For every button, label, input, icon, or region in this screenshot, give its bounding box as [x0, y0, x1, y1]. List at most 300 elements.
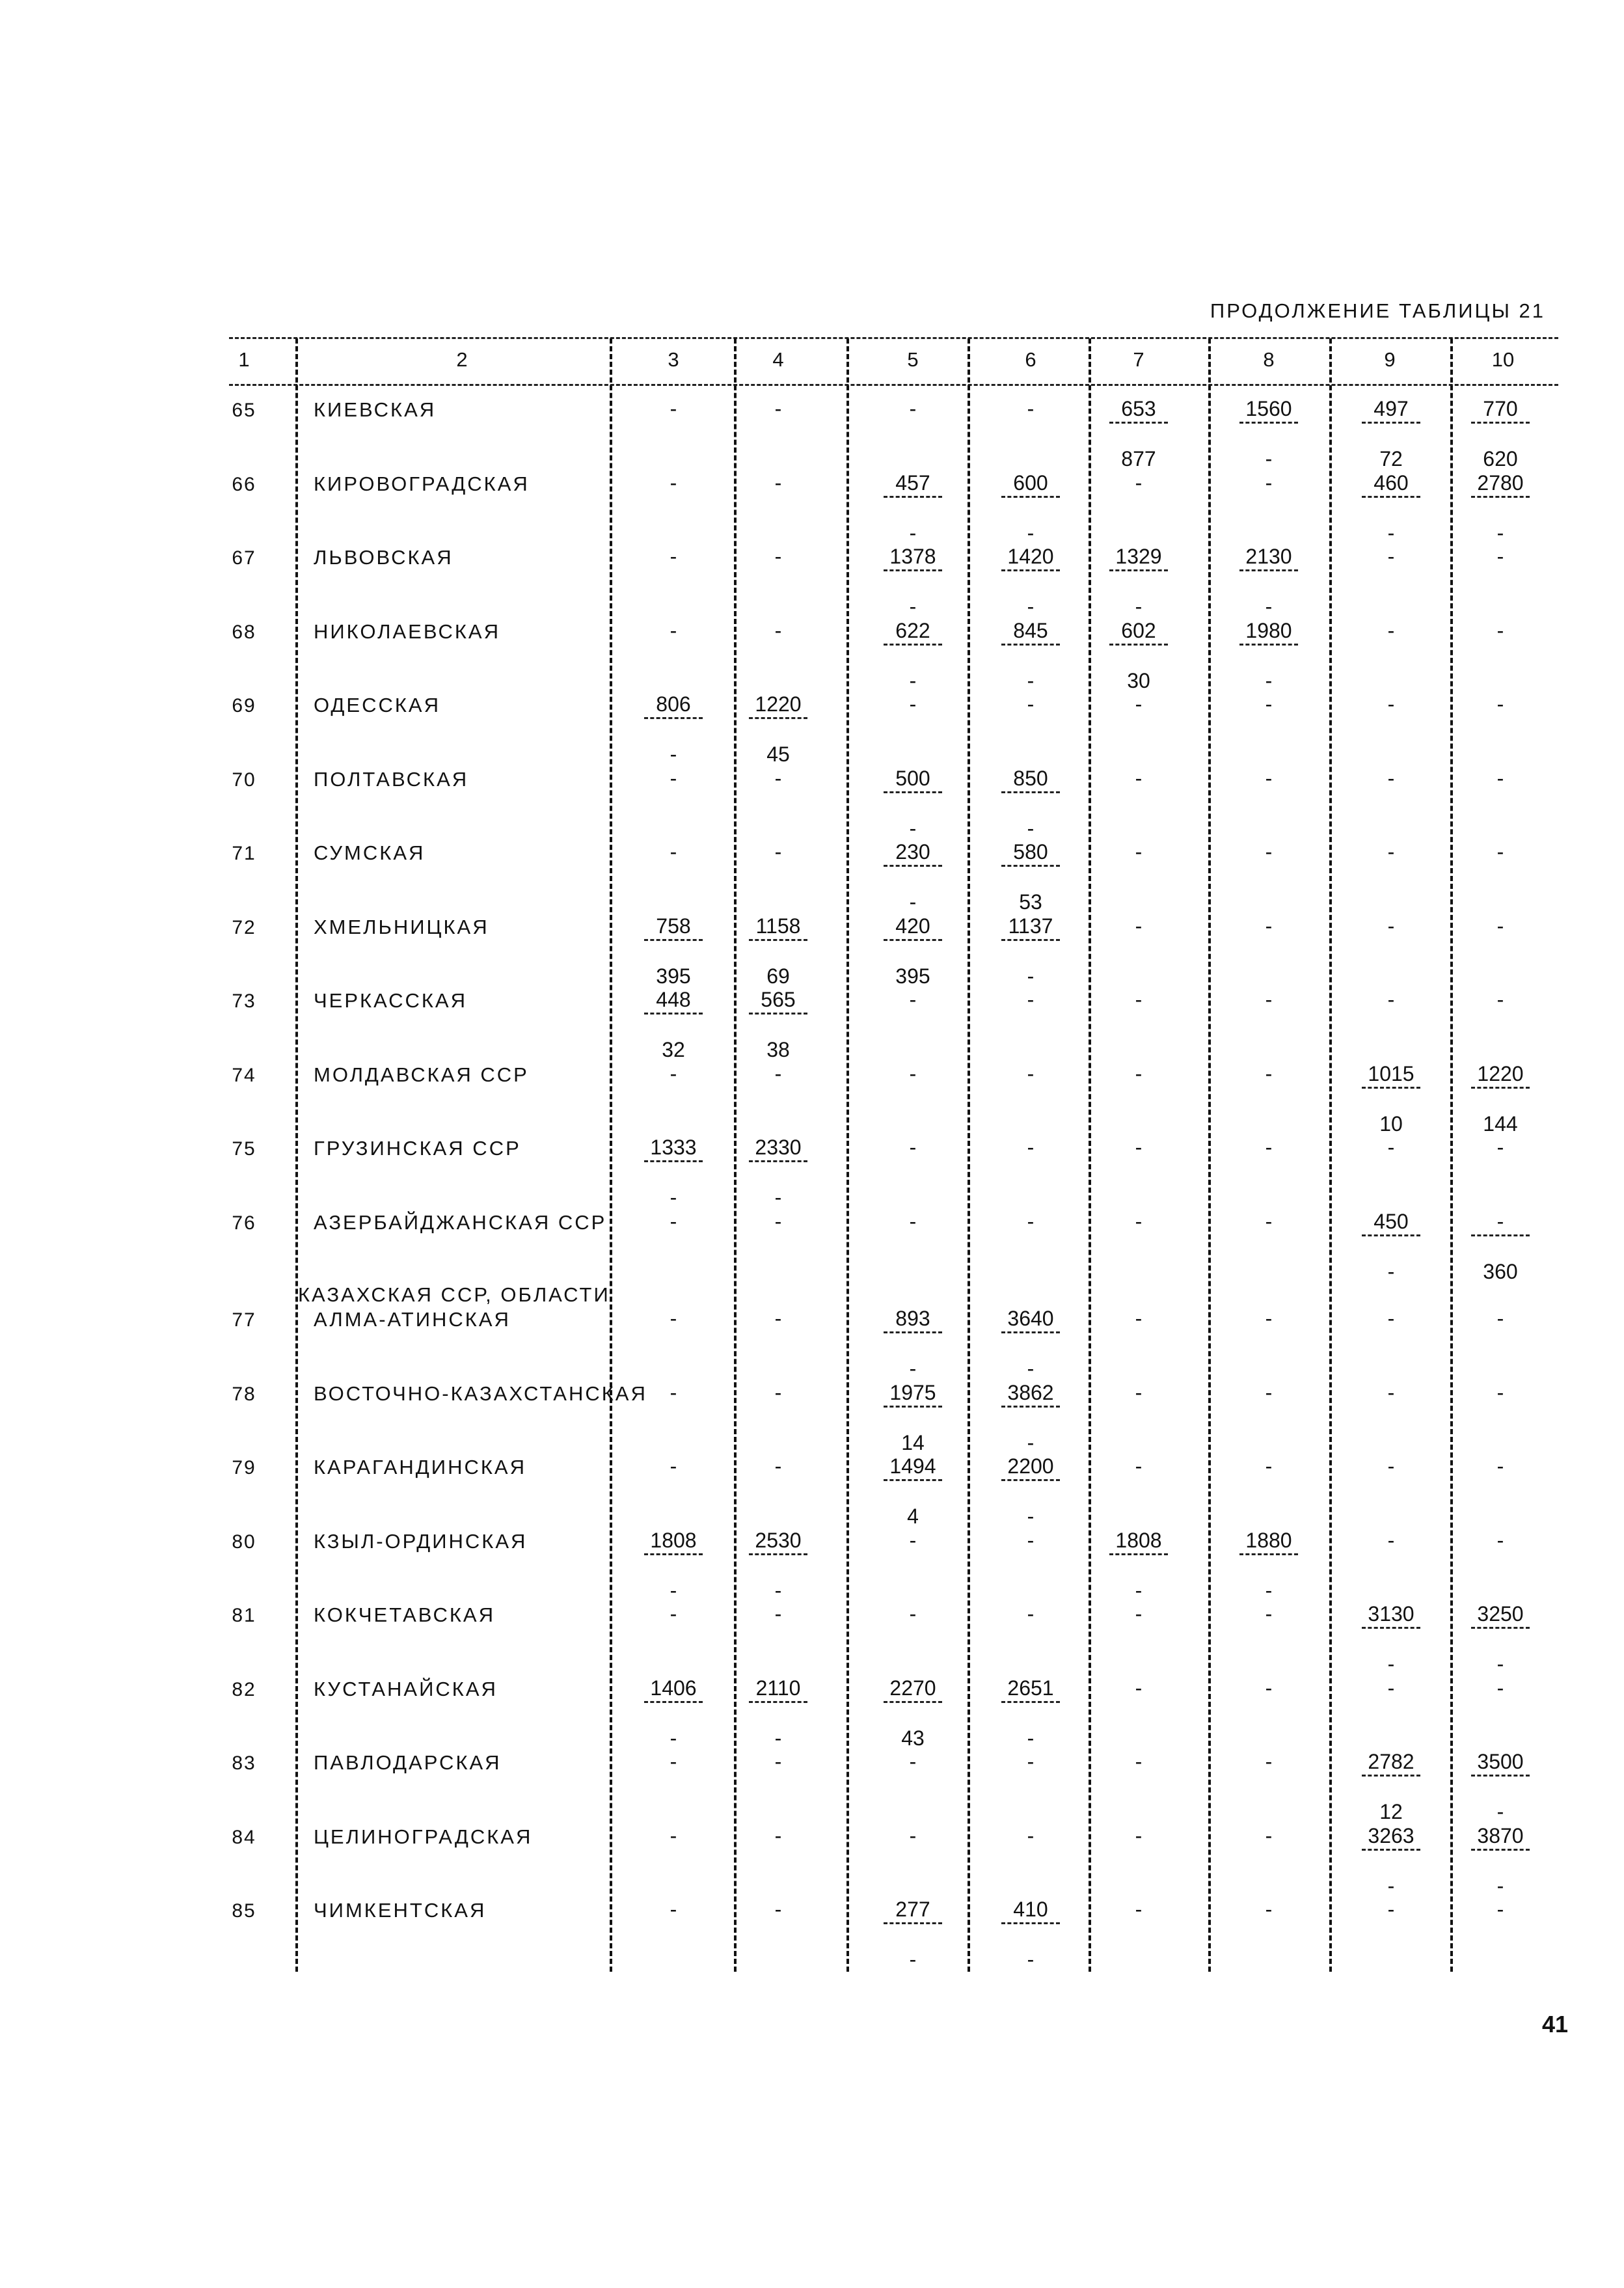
cell-value: -: [1265, 766, 1273, 790]
cell-value: -: [909, 692, 917, 716]
cell-value: -: [1496, 545, 1504, 568]
table-cell: [1220, 1529, 1318, 1602]
page-number: 41: [1542, 2011, 1569, 2037]
column-header: 4: [772, 348, 784, 371]
fraction-rule: [1471, 496, 1530, 498]
row-number: 82: [232, 1678, 256, 1700]
cell-value: -: [1265, 1602, 1273, 1626]
group-label: КАЗАХСКАЯ ССР, ОБЛАСТИ: [298, 1283, 610, 1306]
table-cell: [1090, 914, 1187, 938]
fraction-rule: [644, 1701, 703, 1703]
cell-subvalue: -: [909, 521, 917, 545]
table-cell: [982, 471, 1079, 545]
cell-value: -: [774, 397, 782, 420]
fraction-rule: [644, 717, 703, 719]
cell-subvalue: -: [1387, 1259, 1395, 1283]
cell-value: -: [670, 618, 677, 642]
cell-value: -: [909, 1528, 917, 1552]
column-separator: [968, 338, 970, 1972]
cell-value: -: [670, 1823, 677, 1847]
cell-value: 2782: [1368, 1750, 1414, 1773]
fraction-rule: [884, 569, 942, 571]
cell-value: -: [1496, 1528, 1504, 1552]
row-number: 80: [232, 1531, 256, 1553]
cell-value: -: [1496, 914, 1504, 938]
table-cell: [982, 1824, 1079, 1847]
fraction-rule: [1001, 1479, 1060, 1481]
region-name: ОДЕССКАЯ: [314, 694, 440, 716]
cell-value: 2780: [1477, 470, 1524, 495]
fraction-rule: [1001, 1331, 1060, 1333]
table-cell: [982, 545, 1079, 618]
cell-subvalue: -: [1027, 1505, 1035, 1528]
column-separator: [295, 338, 298, 1972]
cell-subvalue: -: [774, 1578, 782, 1602]
table-cell: [1452, 1750, 1549, 1823]
table-cell: [1220, 1676, 1318, 1700]
cell-value: -: [1027, 397, 1035, 420]
cell-value: 770: [1483, 397, 1518, 420]
table-cell: [982, 1529, 1079, 1552]
fraction-rule: [884, 496, 942, 498]
fraction-rule: [1362, 1849, 1420, 1851]
cell-value: 230: [895, 840, 930, 864]
table-cell: [864, 471, 962, 545]
table-cell: [864, 1676, 962, 1750]
cell-subvalue: -: [1265, 1578, 1273, 1602]
cell-subvalue: 69: [766, 964, 790, 988]
cell-value: -: [909, 1823, 917, 1847]
cell-subvalue: -: [670, 1726, 677, 1750]
table-caption: ПРОДОЛЖЕНИЕ ТАБЛИЦЫ 21: [1210, 299, 1545, 322]
cell-value: 410: [1013, 1898, 1048, 1921]
cell-value: 1975: [889, 1380, 936, 1404]
table-cell: [1220, 914, 1318, 938]
cell-value: 497: [1374, 397, 1409, 420]
cell-value: 565: [761, 988, 796, 1011]
cell-value: 845: [1013, 618, 1048, 642]
cell-value: -: [1135, 1209, 1143, 1233]
cell-value: 1158: [755, 914, 801, 938]
cell-value: -: [909, 1061, 917, 1085]
region-name: ПОЛТАВСКАЯ: [314, 767, 469, 791]
fraction-rule: [1239, 422, 1298, 424]
cell-subvalue: 30: [1127, 668, 1150, 692]
cell-value: -: [670, 1380, 677, 1404]
cell-value: 653: [1121, 397, 1156, 420]
table-cell: [1452, 1210, 1549, 1283]
cell-value: 2200: [1007, 1454, 1054, 1478]
table-cell: [1342, 1529, 1440, 1552]
cell-subvalue: -: [1496, 1652, 1504, 1676]
table-cell: [729, 1529, 827, 1602]
cell-subvalue: 72: [1379, 447, 1403, 470]
table-cell: [982, 1062, 1079, 1085]
column-header: 3: [668, 348, 679, 371]
cell-subvalue: 45: [766, 742, 790, 766]
table-cell: [1090, 1602, 1187, 1626]
region-name: МОЛДАВСКАЯ ССР: [314, 1063, 529, 1086]
table-cell: [982, 1898, 1079, 1971]
table-cell: [982, 692, 1079, 716]
cell-value: -: [1265, 1061, 1273, 1085]
table-cell: [729, 1898, 827, 1921]
row-number: 79: [232, 1457, 256, 1478]
row-number: 68: [232, 621, 256, 643]
cell-subvalue: -: [1496, 521, 1504, 545]
cell-value: 806: [656, 692, 691, 716]
table-cell: [1342, 1136, 1440, 1159]
column-separator: [846, 338, 849, 1972]
cell-value: -: [1027, 1061, 1035, 1085]
table-cell: [1342, 1381, 1440, 1404]
fraction-rule: [749, 1160, 807, 1162]
cell-value: 1494: [889, 1454, 936, 1478]
fraction-rule: [1471, 1627, 1530, 1629]
cell-subvalue: -: [1027, 521, 1035, 545]
table-cell: [1220, 988, 1318, 1011]
cell-value: -: [774, 1454, 782, 1478]
table-cell: [729, 1676, 827, 1750]
cell-value: 277: [895, 1898, 930, 1921]
header-bottom-rule: [229, 384, 1558, 386]
cell-value: 1015: [1368, 1061, 1414, 1085]
table-cell: [1452, 397, 1549, 470]
cell-value: -: [1027, 988, 1035, 1011]
cell-value: -: [1496, 618, 1504, 642]
cell-subvalue: 43: [901, 1726, 925, 1750]
cell-value: 600: [1013, 470, 1048, 495]
table-cell: [625, 914, 722, 988]
cell-value: -: [909, 397, 917, 420]
fraction-rule: [1362, 1627, 1420, 1629]
cell-value: 457: [895, 470, 930, 495]
table-cell: [864, 1602, 962, 1626]
cell-subvalue: 38: [766, 1038, 790, 1061]
table-cell: [982, 767, 1079, 840]
table-cell: [1220, 1602, 1318, 1626]
cell-value: -: [1135, 766, 1143, 790]
table-cell: [864, 767, 962, 840]
cell-subvalue: -: [1387, 1652, 1395, 1676]
fraction-rule: [884, 644, 942, 646]
table-cell: [1090, 767, 1187, 790]
cell-value: -: [1496, 840, 1504, 864]
fraction-rule: [1471, 1234, 1530, 1236]
column-separator: [1208, 338, 1211, 1972]
fraction-rule: [884, 1922, 942, 1924]
table-cell: [1220, 1898, 1318, 1921]
cell-subvalue: -: [909, 1948, 917, 1971]
fraction-rule: [1471, 422, 1530, 424]
region-name: ГРУЗИНСКАЯ ССР: [314, 1137, 521, 1160]
fraction-rule: [1362, 1775, 1420, 1777]
table-cell: [1090, 1454, 1187, 1478]
fraction-rule: [644, 1160, 703, 1162]
cell-value: -: [1135, 1750, 1143, 1773]
table-cell: [729, 840, 827, 864]
cell-value: -: [909, 988, 917, 1011]
column-separator: [610, 338, 612, 1972]
fraction-rule: [1001, 791, 1060, 793]
cell-value: -: [1265, 1136, 1273, 1159]
table-cell: [625, 988, 722, 1061]
table-cell: [982, 1602, 1079, 1626]
cell-value: -: [1496, 988, 1504, 1011]
cell-subvalue: 12: [1379, 1800, 1403, 1823]
cell-value: -: [1265, 1209, 1273, 1233]
row-number: 85: [232, 1900, 256, 1922]
table-cell: [625, 1381, 722, 1404]
fraction-rule: [1239, 569, 1298, 571]
fraction-rule: [749, 1013, 807, 1015]
cell-value: 850: [1013, 766, 1048, 790]
table-cell: [729, 397, 827, 420]
cell-value: -: [774, 618, 782, 642]
table-cell: [729, 1136, 827, 1209]
cell-subvalue: -: [909, 595, 917, 618]
fraction-rule: [1001, 569, 1060, 571]
cell-value: -: [670, 1307, 677, 1330]
table-cell: [982, 988, 1079, 1011]
cell-value: 2651: [1007, 1676, 1054, 1700]
table-cell: [1342, 988, 1440, 1011]
table-cell: [729, 471, 827, 495]
cell-value: -: [1135, 1380, 1143, 1404]
cell-value: -: [1265, 914, 1273, 938]
fraction-rule: [749, 717, 807, 719]
row-number: 76: [232, 1212, 256, 1234]
table-cell: [1342, 840, 1440, 864]
table-cell: [1090, 840, 1187, 864]
cell-value: -: [1135, 1823, 1143, 1847]
cell-value: -: [1387, 766, 1395, 790]
table-cell: [1452, 840, 1549, 864]
table-cell: [864, 1307, 962, 1380]
table-cell: [1220, 1454, 1318, 1478]
cell-value: 1808: [650, 1528, 697, 1552]
column-header: 9: [1384, 348, 1396, 371]
cell-value: -: [670, 1750, 677, 1773]
cell-value: -: [1027, 1602, 1035, 1626]
cell-subvalue: -: [1027, 1726, 1035, 1750]
table-cell: [1090, 1824, 1187, 1847]
cell-subvalue: 144: [1483, 1111, 1518, 1136]
table-cell: [729, 1062, 827, 1085]
table-cell: [1342, 619, 1440, 642]
fraction-rule: [884, 1406, 942, 1408]
cell-value: 2330: [755, 1136, 802, 1159]
table-cell: [1342, 1062, 1440, 1136]
table-cell: [864, 914, 962, 988]
cell-value: 3250: [1477, 1602, 1524, 1626]
fraction-rule: [1471, 1087, 1530, 1089]
cell-subvalue: -: [1135, 1578, 1143, 1602]
fraction-rule: [1001, 1701, 1060, 1703]
table-cell: [625, 840, 722, 864]
table-cell: [1342, 471, 1440, 545]
region-name: НИКОЛАЕВСКАЯ: [314, 620, 500, 643]
fraction-rule: [1001, 496, 1060, 498]
cell-subvalue: 395: [895, 964, 930, 988]
fraction-rule: [644, 1553, 703, 1555]
cell-value: 1378: [889, 545, 936, 568]
cell-subvalue: -: [1496, 1800, 1504, 1823]
fraction-rule: [1239, 644, 1298, 646]
table-cell: [864, 397, 962, 420]
fraction-rule: [1109, 569, 1168, 571]
table-cell: [1452, 1136, 1549, 1159]
cell-subvalue: -: [1135, 595, 1143, 618]
cell-value: -: [1135, 470, 1143, 495]
cell-subvalue: 877: [1121, 447, 1156, 470]
table-cell: [1220, 471, 1318, 495]
fraction-rule: [1362, 496, 1420, 498]
region-name: ПАВЛОДАРСКАЯ: [314, 1751, 502, 1774]
table-cell: [625, 545, 722, 568]
table-cell: [864, 988, 962, 1011]
table-cell: [1220, 1136, 1318, 1159]
table-cell: [1342, 1307, 1440, 1330]
cell-value: 3263: [1368, 1823, 1414, 1847]
row-number: 67: [232, 547, 256, 569]
table-cell: [1452, 1824, 1549, 1898]
row-number: 84: [232, 1826, 256, 1848]
cell-subvalue: -: [909, 890, 917, 914]
cell-value: -: [1027, 1136, 1035, 1159]
cell-value: -: [670, 1454, 677, 1478]
cell-value: 3640: [1007, 1307, 1054, 1330]
cell-value: -: [1387, 1307, 1395, 1330]
fraction-rule: [884, 1479, 942, 1481]
cell-value: -: [1265, 470, 1273, 495]
cell-value: -: [1135, 1454, 1143, 1478]
cell-value: -: [1496, 1307, 1504, 1330]
table-cell: [1342, 1676, 1440, 1700]
fraction-rule: [644, 1013, 703, 1015]
table-cell: [625, 1210, 722, 1233]
cell-value: -: [1027, 692, 1035, 716]
column-separator: [1329, 338, 1332, 1972]
table-cell: [982, 1381, 1079, 1454]
cell-value: -: [1265, 1380, 1273, 1404]
region-name: КОКЧЕТАВСКАЯ: [314, 1603, 495, 1626]
table-cell: [1220, 1062, 1318, 1085]
cell-value: -: [909, 1209, 917, 1233]
row-number: 65: [232, 400, 256, 421]
cell-value: -: [670, 1209, 677, 1233]
cell-value: 1808: [1115, 1528, 1162, 1552]
table-cell: [1220, 1750, 1318, 1773]
table-cell: [864, 692, 962, 716]
cell-value: 622: [895, 618, 930, 642]
cell-value: -: [1265, 1307, 1273, 1330]
table-cell: [864, 1454, 962, 1528]
cell-value: -: [670, 1898, 677, 1921]
table-cell: [729, 619, 827, 642]
fraction-rule: [1001, 865, 1060, 867]
cell-value: 1420: [1007, 545, 1054, 568]
table-cell: [1220, 1824, 1318, 1847]
cell-value: -: [670, 470, 677, 495]
table-cell: [625, 1824, 722, 1847]
table-cell: [982, 1136, 1079, 1159]
fraction-rule: [1001, 644, 1060, 646]
cell-subvalue: -: [1027, 816, 1035, 840]
fraction-rule: [749, 1701, 807, 1703]
region-name: КЗЫЛ-ОРДИНСКАЯ: [314, 1529, 528, 1553]
table-cell: [982, 1454, 1079, 1528]
cell-value: -: [909, 1136, 917, 1159]
region-name: СУМСКАЯ: [314, 841, 426, 864]
cell-value: -: [1265, 692, 1273, 716]
fraction-rule: [1001, 1406, 1060, 1408]
cell-value: -: [774, 1750, 782, 1773]
cell-value: -: [1265, 1454, 1273, 1478]
cell-value: -: [1135, 1898, 1143, 1921]
cell-value: -: [1135, 1136, 1143, 1159]
table-cell: [729, 1210, 827, 1233]
table-cell: [1090, 397, 1187, 470]
table-cell: [1220, 767, 1318, 790]
table-cell: [1452, 692, 1549, 716]
cell-value: 1137: [1008, 914, 1053, 938]
table-cell: [625, 1062, 722, 1085]
table-cell: [1220, 1210, 1318, 1233]
cell-value: 500: [895, 766, 930, 790]
cell-subvalue: -: [774, 1726, 782, 1750]
table-cell: [1220, 1381, 1318, 1404]
table-cell: [864, 1136, 962, 1159]
row-number: 71: [232, 843, 256, 864]
table-cell: [864, 1210, 962, 1233]
cell-value: 1980: [1245, 618, 1292, 642]
cell-value: -: [1135, 692, 1143, 716]
cell-value: 1220: [755, 692, 802, 716]
cell-subvalue: 395: [656, 964, 691, 988]
region-name: КУСТАНАЙСКАЯ: [314, 1677, 498, 1700]
cell-value: -: [1496, 692, 1504, 716]
cell-subvalue: 32: [662, 1038, 685, 1061]
cell-value: -: [670, 1602, 677, 1626]
header-top-rule: [229, 337, 1558, 339]
region-name: ЦЕЛИНОГРАДСКАЯ: [314, 1825, 533, 1848]
cell-value: -: [774, 1307, 782, 1330]
table-cell: [982, 840, 1079, 914]
table-cell: [1090, 1529, 1187, 1602]
cell-subvalue: -: [670, 1578, 677, 1602]
table-cell: [625, 1750, 722, 1773]
table-cell: [1342, 397, 1440, 470]
table-cell: [1090, 471, 1187, 495]
cell-value: -: [909, 1602, 917, 1626]
table-cell: [729, 1307, 827, 1330]
table-cell: [864, 840, 962, 914]
table-cell: [729, 1750, 827, 1773]
cell-value: -: [774, 766, 782, 790]
table-cell: [729, 767, 827, 790]
cell-value: -: [1135, 1061, 1143, 1085]
cell-value: -: [1496, 1209, 1504, 1233]
table-cell: [864, 1529, 962, 1552]
table-cell: [1342, 545, 1440, 568]
table-cell: [625, 767, 722, 790]
table-cell: [1220, 1307, 1318, 1330]
cell-value: -: [1387, 1898, 1395, 1921]
cell-value: 3870: [1477, 1823, 1524, 1847]
cell-value: -: [1027, 1823, 1035, 1847]
row-number: 70: [232, 769, 256, 791]
